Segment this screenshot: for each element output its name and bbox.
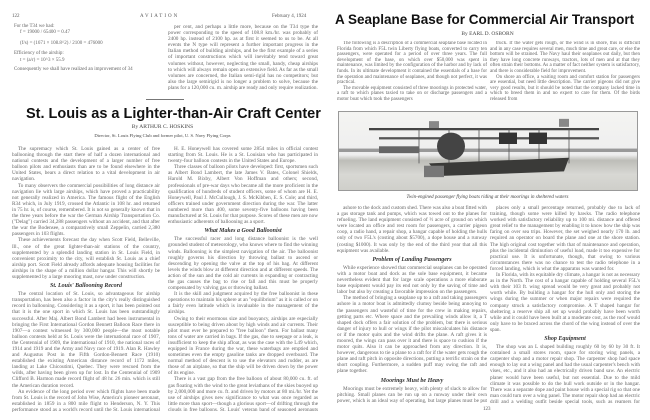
section-heading: What Makes a Good Balloonist: [204, 228, 282, 235]
formula-conclusion: Consequently we shall have realized an improvement of 34: [14, 67, 133, 73]
formula-2: (f/s) = (1671 × 108.8^2) / 2100 = 476000: [20, 40, 103, 46]
right-page-number: 123: [483, 407, 491, 412]
photo-caption: Twin-engined passenger flying boats riding at their moorings in sheltered waters: [406, 195, 569, 200]
author-subtitle: Director, St. Louis Flying Club and former pilot, U. S. Navy Flying Corps: [94, 133, 231, 138]
formula-3: t = (a/r) = 10^3 × 55.9: [20, 57, 65, 63]
continued-text: per cent, and perhaps a little more, because on the T34 type the power corresponding to the speed of 108.8 km./hr. was probably of 2400 hp. instead of 2100 hp. as at first it seemed to us to be. At all events the N type will represent a further important progress in the Italian method of building airships, and be the first example of a series of important constructions which will inevitably tend toward great volumes without, however, neglecting the small, handy, cheap airships to which will always remain open an extensive field. As far as the small volumes are concerned, the Italian semi-rigid has no competitors; but also the large semirigid is no longer a problem to solve, because the plans for a 120,000 cu. m. airship are ready and only require realization.: [168, 24, 318, 91]
byline-hoskins: By ARTHUR C. HOSKINS: [131, 124, 194, 130]
seaplane-intro-column-1: The following is a description of a commercial seaplane base located in Florida from which F5L twin Liberty flying boats, converted to carry ten passengers, were operated for a period of over three years. The full development of the base, on which over $50,000 was spent in maintenance, was limited by the configuration of the harbor and by lack of funds. In its ultimate development it contained the essentials of a base for the operation and maintenance of seaplanes, and though not perfect, it was practical. The movable equipment consisted of three moorings in protected water, a raft to which planes taxied to take on or discharge passengers and a motor boat which took the passengers: [337, 41, 487, 102]
formula-1: f = 19000 / 65400 = 0.47: [20, 30, 70, 36]
seaplane-column-2: places only a small percentage returned, probably due to lack of training, though some were killed by hawks. The radio telephone worked with satisfactory reliability up to 100 mi. distance and offered great relief to the management by enabling it to know how the ship was faring on over sea trips. However, the set weighed nearly 170 lb. and required an operator on board the plane and one at the shore station. The high original cost together with that of maintenance and operation, plus the incidental diminution of useful load, made it too expensive for practical use. It is unfortunate, though, that owing to various circumstances there was no chance to test the radio telephone in a forced landing, which is what the apparatus was wanted for. In Florida, with its equitable dry climate, a hangar is not as necessary as in the North. The cost of a hangar capable of holding several F5L's with their 103 ft. wing spread would be very great and probably not worth while. By building a hangar for the hull only and storing the wings during the summer or when major repairs were required the company struck a satisfactory compromise. A T shaped hangar for sheltering a reserve ship all set up would probably have been worth while and it could have been built at a moderate cost, as the roof would only have to be braced across the chord of the wing instead of over the span. Shop Equipment The shop was an L shaped building roughly 60 by 60 by 30 ft. It contained a small stores room, space for storing wing panels, a carpenter shop and a motor repair shop. The carpenter shop had space enough to lay out a wing panel and had the usual carpenter's bench with vises, etc., and it also had an electrically driven band saw. An electric planer would have been useful, but not essential. Due to the mild climate it was possible to do the hull work outside or in the hangar. There was a separate dope and paint house with a special rig so that one man could turn over a wing panel. The motor repair shop had an electric drill and a welding outfit beside special tools, such as reamers for: [490, 205, 640, 404]
flying-boat-illustration: [339, 112, 638, 191]
flying-boats-photo: [338, 111, 638, 191]
formula-block: [14, 24, 164, 73]
section-heading: Moorings Must be Heavy: [380, 377, 444, 384]
article-title-seaplane: A Seaplane Base for Commercial Air Transport: [335, 12, 635, 27]
st-louis-column-1: The supremacy which St. Louis gained as a center of free ballooning through the start there of half a dozen international and national contests and the development of a larger number of free balloon pilots and enthusiasts than are to be found elsewhere in the United States, bears a direct relation to a vital development in air navigation. To many observers the commercial possibilities of long distance air navigation lie with large airships, which have proved a practicability not generally realized in America. The famous flight of the English R34 which, in July 1919, crossed the Atlantic in 108 hr. and returned in 75 hr. is, of course, remembered. It is not so generally known that in the three years before the war the German Airship Transportation Co. ("Delag") carried 34,288 passengers without an accident, and that after the war the Bodensee, a comparatively small Zeppelin, carried 2,380 passengers in 103 flights. These achievements forecast the day when Scott Field, Belleville, Ill., one of the great lighter-than-air stations of the country, supplemented by a splendid landing station in St. Louis Field, in convenient proximity to the city, will establish St. Louis as a chief airship port. Scott Field already affords adequate housing facilities for airships in the shape of a million dollar hangar. This will shortly be supplemented by a large mooring mast, now under construction. St. Louis' Ballooning Record The central location of St. Louis, so advantageous for airship transportation, has been also a factor in the city's really distinguished record in ballooning. Considering it as a sport, it has been pointed out that it is the one sport in which St. Louis has been outstandingly successful. After Maj. Albert Bond Lambert had been instrumental in bringing the First International Gordon Bennett Balloon Race there in 1907—a contest witnessed by 300,000 people—the most notable balloon contests held at St. Louis were the international race of 1907, the Centennial of 1909, the international of 1910, the national races of 1914 and 1919 and the Army and Navy race of 1919. Alan R. Hawley and Augustus Post in the Fifth Gordon-Bennett Race (1910) established the existing American distance record of 1172 miles, landing at Lake Chicoutimi, Quebec. They were rescued from the wilds, after having been given up for lost. In the Centennial of 1909 Clifford B. Harmon made record flight of 48 hr. 26 min. which is still the American duration record. An evidence of the long period over which flights have been made from St. Louis is the record of John Wise, America's pioneer aeronaut, established in 1859 in a 800 mile flight to Henderson, N. Y. This performance stood as a world's record until the St. Louis international: [12, 146, 160, 412]
section-heading: Problem of Landing Passengers: [372, 256, 452, 263]
issue-date: February 4, 1924: [272, 14, 307, 19]
byline-osborn: By EARL D. OSBORN: [461, 31, 514, 37]
seaplane-intro-column-2: truck. If the water gets rough, or the wind is in shore, this is difficult and in any case requires several men, much time and great care, or else the bottom will be strained. The Navy haul their seaplanes out daily, but then they have long concrete runways, tractors, lots of men and at that they often strain their bottoms. As a matter of fact neither system is satisfactory, and there is considerable field for improvement. On shore an office, a waiting room and comfort station for passengers are essential, but need little description. The carrier pigeons did not give very good results, but it should be noted that the company lacked time in which to breed them in and no expert to care for them. Of the birds released from: [490, 41, 640, 102]
seaplane-column-1: ashore to the dock and custom shed. There was also a boat fitted with a gas storage tank and pumps, which was towed out to the planes for refueling. The land equipment consisted of ½ acre of ground on which were located an office and rest room for passengers, a carrier pigeon coop, a radio hand, a repair shop, a hangar capable of holding the hulls only of two F5L's (costing about $5700), a dope house and a runway (costing $1000). It was only by the end of the third year that all this equipment was available. Problem of Landing Passengers While experience showed that commercial seaplanes can be operated with a motor boat and dock as the sole base equipment, it became nevertheless evident that for large scale operations a more elaborate base equipment would pay its end not only by the saving of time and labor but also by creating a favorable impression on the passengers. The method of bringing a seaplane up to a raft and taking passengers ashore in a motor boat is admittedly clumsy beside being annoying to the passengers and wasteful of time for the crew in making repairs, getting parts etc. Where space and the prevailing winds allow it, a T shaped dock offers a fair solution of the problem, but there is serious danger of injury to hull or wings if the pilot miscalculates his distance or if the motor quits and the wind drifts the plane. A raft gives it is moored, the wings can pass over it and there is space to cushion if the motor quits. Also it can be approached from any direction. It is, however, dangerous to tie a plane to a raft for if the water gets rough the plane and raft pitch in opposite directions, putting a terrific strain on the short coupling. Furthermore, a sudden puff may swing the raft and plane together. Moorings Must be Heavy Moorings must be extremely heavy, with plenty of slack to allow for pitching. Small planes can be run up on a runway under their own power, which is an ideal way of operating, but large planes must be put: [337, 205, 487, 404]
section-heading: Shop Equipment: [544, 335, 586, 342]
article-title-st-louis: St. Louis as a Lighter-than-Air Craft Center: [26, 106, 321, 122]
left-page-number: 122: [12, 14, 20, 19]
section-heading: St. Louis' Ballooning Record: [49, 283, 122, 290]
st-louis-column-2: H. E. Honeywell has covered some 2854 miles in official contest starting from St. Louis. He is a St. Louisian who has participated in twenty-four balloon contests in the United States and Europe. Three classes of balloon pilots have developed: first, sportsmen such as Albert Bond Lambert, the late James V. Bates, Colonel Shields, Harold M. Bixby, Albert Von Hoffman and others; second, professionals of pre-war days who became all the more proficient in the qualification of hundreds of student officers, some of whom are H. E. Honeywell, Paul J. McCullough, J. S. McKibben, E. S. Cole; and third, officers trained under government direction during the war. The latter numbered more than 400, some seventy-five balloons having been manufactured at St. Louis for that purpose. Scores of these men are now enthusiastic adherents of ballooning as a sport. What Makes a Good Balloonist The successful racer and long distance balloonist is the well grounded student of meteorology, who knows where to find the winning winds. Ballooning is the simplest navigation of the air. The balloonist roughly governs his direction by throwing ballast to ascend or descending by opening the valve at the top of his bag. At different levels the winds blow at different direction and at different speeds. The action of the sun and the cold air currents in expanding or contracting the gas causes the bag to rise or fall and this must be properly compensated by valving gas or throwing ballast. It is the skill and judgment acquired by the free balloonist in these operations to maintain his sphere at an "equilibrium" as it is called or on a fairly even latitude which is invaluable in the management of the airships. Owing to their enormous size and buoyancy, airships are especially susceptible to being driven about by high winds and air currents. Their pilot must ever be prepared to "free balloon" them. For ballast many tons of water are carried in bags. If the gas, due to seepage or a leak, is insufficient to keep the ship afloat, as was the case with the L49 which, equipped in France during the war, these waterbags are emptied and sometimes even the empty gasoline tanks are dropped overboard. The normal method of descent is to use the elevators and rudder, as are those of an airplane, so that the ship will be driven down by the power of its engine. There is a vast gap from the free balloon of about 80,000 cu. ft. of gas floating with the wind to the great leviathans of the skies buoyed up by 2,000,000 and more cu. ft. and driven by motors at 80 mi./hr. Yet the use of airships gives new significance to what was once regarded as little more than sport—though a glorious sport—of drifting through the clouds in free balloons. St. Louis' veteran band of seasoned aeronauts: [168, 146, 318, 412]
divider: [146, 99, 184, 100]
running-head: AVIATION: [140, 14, 180, 19]
efficiency-label: Efficiency of the airship:: [14, 51, 64, 57]
formula-intro: For the T34 we had:: [14, 24, 55, 29]
